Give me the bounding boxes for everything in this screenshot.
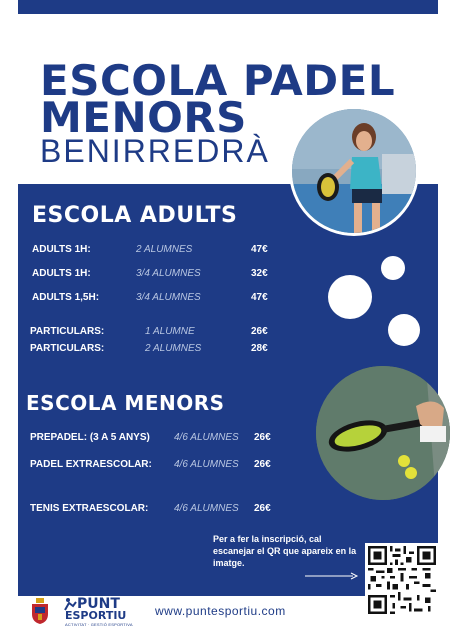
logo-line-1: PUNT [77,596,120,612]
decor-circle-1 [381,256,405,280]
kids-row-3-detail: 4/6 ALUMNES [174,503,239,514]
kids-row-1-detail: 4/6 ALUMNES [174,432,239,443]
adults-row-3-detail: 3/4 ALUMNES [136,292,201,303]
top-accent-bar [18,0,438,14]
kids-row-1-label: PREPADEL: (3 A 5 ANYS) [30,432,150,443]
adults-row-2-label: ADULTS 1H: [32,268,91,279]
kids-heading: ESCOLA MENORS [26,391,225,415]
decor-circle-2 [328,275,372,319]
adults-row-1-price: 47€ [251,244,268,255]
decor-circle-3 [388,314,420,346]
title-line-3: BENIRREDRÀ [40,133,270,169]
kids-row-2-label: PADEL EXTRAESCOLAR: [30,459,152,470]
adults-row-4-detail: 1 ALUMNE [145,326,195,337]
registration-instructions: Per a fer la inscripció, cal escanejar el QR que apareix en la imatge. [213,534,357,568]
arrow-right-icon [305,572,359,580]
title-line-1: ESCOLA PADEL [40,56,396,105]
padel-player-photo [289,106,419,236]
kids-row-3-price: 26€ [254,503,271,514]
adults-row-5-price: 28€ [251,343,268,354]
adults-row-4-label: PARTICULARS: [30,326,105,337]
title-line-2: MENORS [40,93,247,142]
kids-row-3-label: TENIS EXTRAESCOLAR: [30,503,149,514]
adults-row-1-detail: 2 ALUMNES [136,244,193,255]
adults-row-5-label: PARTICULARS: [30,343,105,354]
racket-balls-photo [316,366,450,500]
website-link[interactable]: www.puntesportiu.com [155,604,286,618]
logo-tagline: ACTIVITAT · GESTIÓ ESPORTIVA [65,622,133,627]
adults-row-2-detail: 3/4 ALUMNES [136,268,201,279]
adults-row-5-detail: 2 ALUMNES [145,343,202,354]
adults-row-3-price: 47€ [251,292,268,303]
kids-row-1-price: 26€ [254,432,271,443]
adults-heading: ESCOLA ADULTS [32,203,238,228]
adults-row-3-label: ADULTS 1,5H: [32,292,100,303]
town-crest-icon [31,598,49,624]
qr-code-icon [368,546,436,614]
adults-row-2-price: 32€ [251,268,268,279]
kids-row-2-price: 26€ [254,459,271,470]
registration-qr-code[interactable] [365,543,439,617]
logo-line-2: ESPORTIU [65,609,127,622]
kids-row-2-detail: 4/6 ALUMNES [174,459,239,470]
adults-row-1-label: ADULTS 1H: [32,244,91,255]
adults-row-4-price: 26€ [251,326,268,337]
